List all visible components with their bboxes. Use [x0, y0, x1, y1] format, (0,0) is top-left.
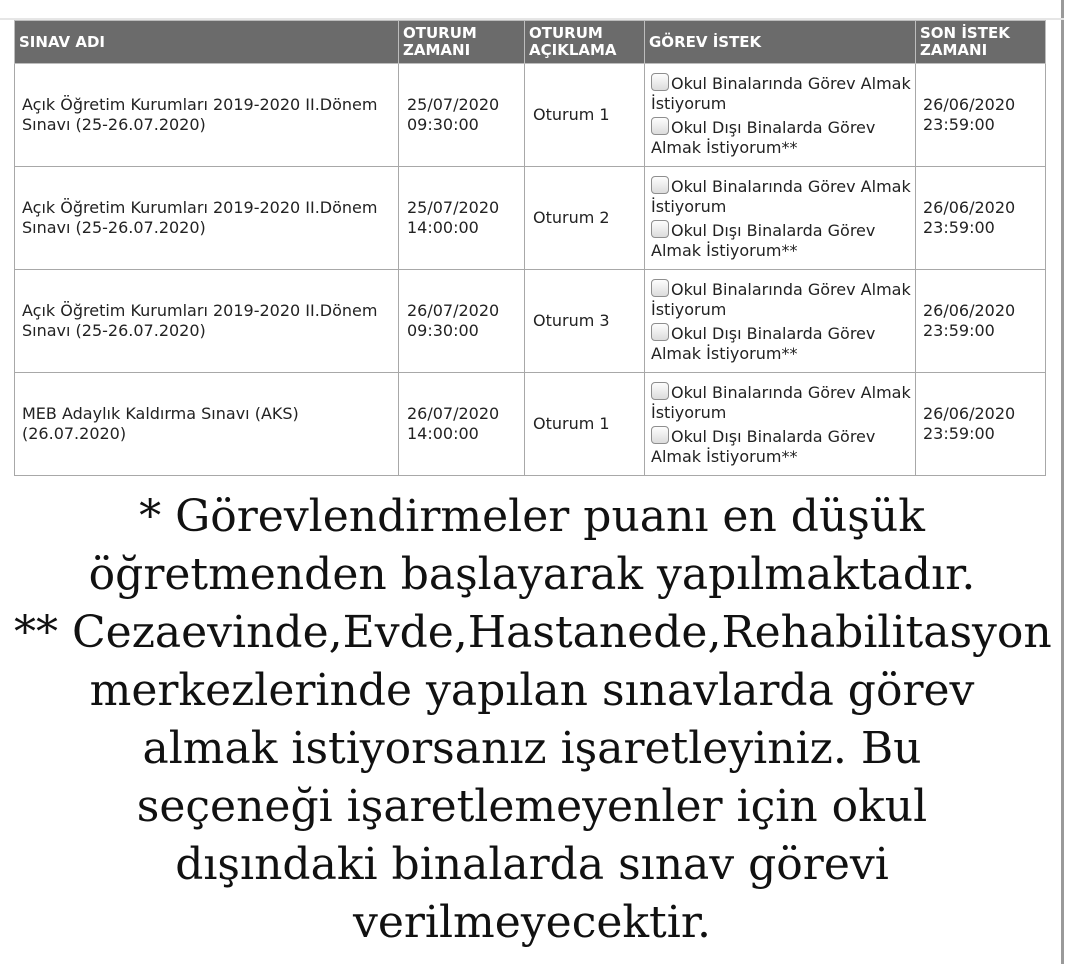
due-time: 23:59:00: [923, 321, 995, 340]
outside-buildings-checkbox[interactable]: [651, 117, 669, 135]
session-date: 25/07/2020: [407, 198, 500, 217]
session-date: 26/07/2020: [407, 301, 500, 320]
option-outside-buildings: [651, 117, 913, 158]
outside-buildings-checkbox[interactable]: [651, 426, 669, 444]
session-time-cell: [399, 167, 525, 270]
due-date: 26/06/2020: [923, 95, 1016, 114]
header-exam-name: SINAV ADI: [15, 21, 399, 64]
note-line-6: seçeneği işaretlemeyenler için okul: [136, 781, 928, 832]
note-line-7: dışındaki binalarda sınav görevi: [175, 839, 889, 890]
session-time-cell: [399, 270, 525, 373]
outside-buildings-checkbox[interactable]: [651, 220, 669, 238]
session-hour: 09:30:00: [407, 115, 479, 134]
exam-name-cell: MEB Adaylık Kaldırma Sınavı (AKS) (26.07.2020): [15, 373, 399, 476]
due-date: 26/06/2020: [923, 404, 1016, 423]
exam-duty-table: [14, 20, 1046, 476]
option-school-buildings: [651, 382, 913, 423]
header-session-time: OTURUM ZAMANI: [399, 21, 525, 64]
note-line-1: * Görevlendirmeler puanı en düşük: [139, 491, 925, 542]
note-line-2: öğretmenden başlayarak yapılmaktadır.: [88, 549, 976, 600]
due-date: 26/06/2020: [923, 301, 1016, 320]
session-date: 26/07/2020: [407, 404, 500, 423]
due-time: 23:59:00: [923, 424, 995, 443]
note-line-3: ** Cezaevinde,Evde,Hastanede,Rehabilitasyon: [14, 607, 1052, 658]
school-buildings-checkbox[interactable]: [651, 176, 669, 194]
last-request-cell: [916, 64, 1046, 167]
session-time-cell: [399, 64, 525, 167]
option-outside-buildings: [651, 323, 913, 364]
header-last-request: SON İSTEK ZAMANI: [916, 21, 1046, 64]
school-buildings-checkbox[interactable]: [651, 279, 669, 297]
note-line-4: merkezlerinde yapılan sınavlarda görev: [89, 665, 975, 716]
option-school-label: Okul Binalarında Görev Almak İstiyorum: [651, 73, 911, 113]
option-school-buildings: [651, 176, 913, 217]
exam-name-cell: Açık Öğretim Kurumları 2019-2020 II.Dönem Sınavı (25-26.07.2020): [15, 167, 399, 270]
last-request-cell: [916, 373, 1046, 476]
exam-name-cell: Açık Öğretim Kurumları 2019-2020 II.Dönem Sınavı (25-26.07.2020): [15, 64, 399, 167]
session-time-cell: [399, 373, 525, 476]
school-buildings-checkbox[interactable]: [651, 73, 669, 91]
table-row: [15, 64, 1046, 167]
session-desc-cell: Oturum 1: [525, 373, 645, 476]
last-request-cell: [916, 167, 1046, 270]
session-hour: 14:00:00: [407, 218, 479, 237]
header-session-desc: OTURUM AÇIKLAMA: [525, 21, 645, 64]
option-outside-label: Okul Dışı Binalarda Görev Almak İstiyorum**: [651, 117, 876, 157]
option-outside-label: Okul Dışı Binalarda Görev Almak İstiyorum**: [651, 220, 876, 260]
duty-request-cell: [645, 64, 916, 167]
table-row: [15, 270, 1046, 373]
table-row: [15, 373, 1046, 476]
due-date: 26/06/2020: [923, 198, 1016, 217]
table-row: [15, 167, 1046, 270]
exam-name-cell: Açık Öğretim Kurumları 2019-2020 II.Dönem Sınavı (25-26.07.2020): [15, 270, 399, 373]
duty-request-cell: [645, 167, 916, 270]
session-desc-cell: Oturum 1: [525, 64, 645, 167]
header-duty-request: GÖREV İSTEK: [645, 21, 916, 64]
session-desc-cell: Oturum 3: [525, 270, 645, 373]
option-school-label: Okul Binalarında Görev Almak İstiyorum: [651, 382, 911, 422]
duty-request-cell: [645, 270, 916, 373]
due-time: 23:59:00: [923, 218, 995, 237]
option-outside-label: Okul Dışı Binalarda Görev Almak İstiyorum**: [651, 323, 876, 363]
option-school-label: Okul Binalarında Görev Almak İstiyorum: [651, 279, 911, 319]
session-hour: 09:30:00: [407, 321, 479, 340]
school-buildings-checkbox[interactable]: [651, 382, 669, 400]
last-request-cell: [916, 270, 1046, 373]
note-line-5: almak istiyorsanız işaretleyiniz. Bu: [142, 723, 922, 774]
note-line-8: verilmeyecektir.: [352, 897, 711, 948]
duty-request-cell: [645, 373, 916, 476]
option-school-label: Okul Binalarında Görev Almak İstiyorum: [651, 176, 911, 216]
footnotes: [0, 488, 1064, 952]
outside-buildings-checkbox[interactable]: [651, 323, 669, 341]
session-desc-cell: Oturum 2: [525, 167, 645, 270]
option-school-buildings: [651, 279, 913, 320]
session-hour: 14:00:00: [407, 424, 479, 443]
session-date: 25/07/2020: [407, 95, 500, 114]
due-time: 23:59:00: [923, 115, 995, 134]
table-header-row: [15, 21, 1046, 64]
option-outside-buildings: [651, 426, 913, 467]
option-school-buildings: [651, 73, 913, 114]
option-outside-label: Okul Dışı Binalarda Görev Almak İstiyorum**: [651, 426, 876, 466]
option-outside-buildings: [651, 220, 913, 261]
